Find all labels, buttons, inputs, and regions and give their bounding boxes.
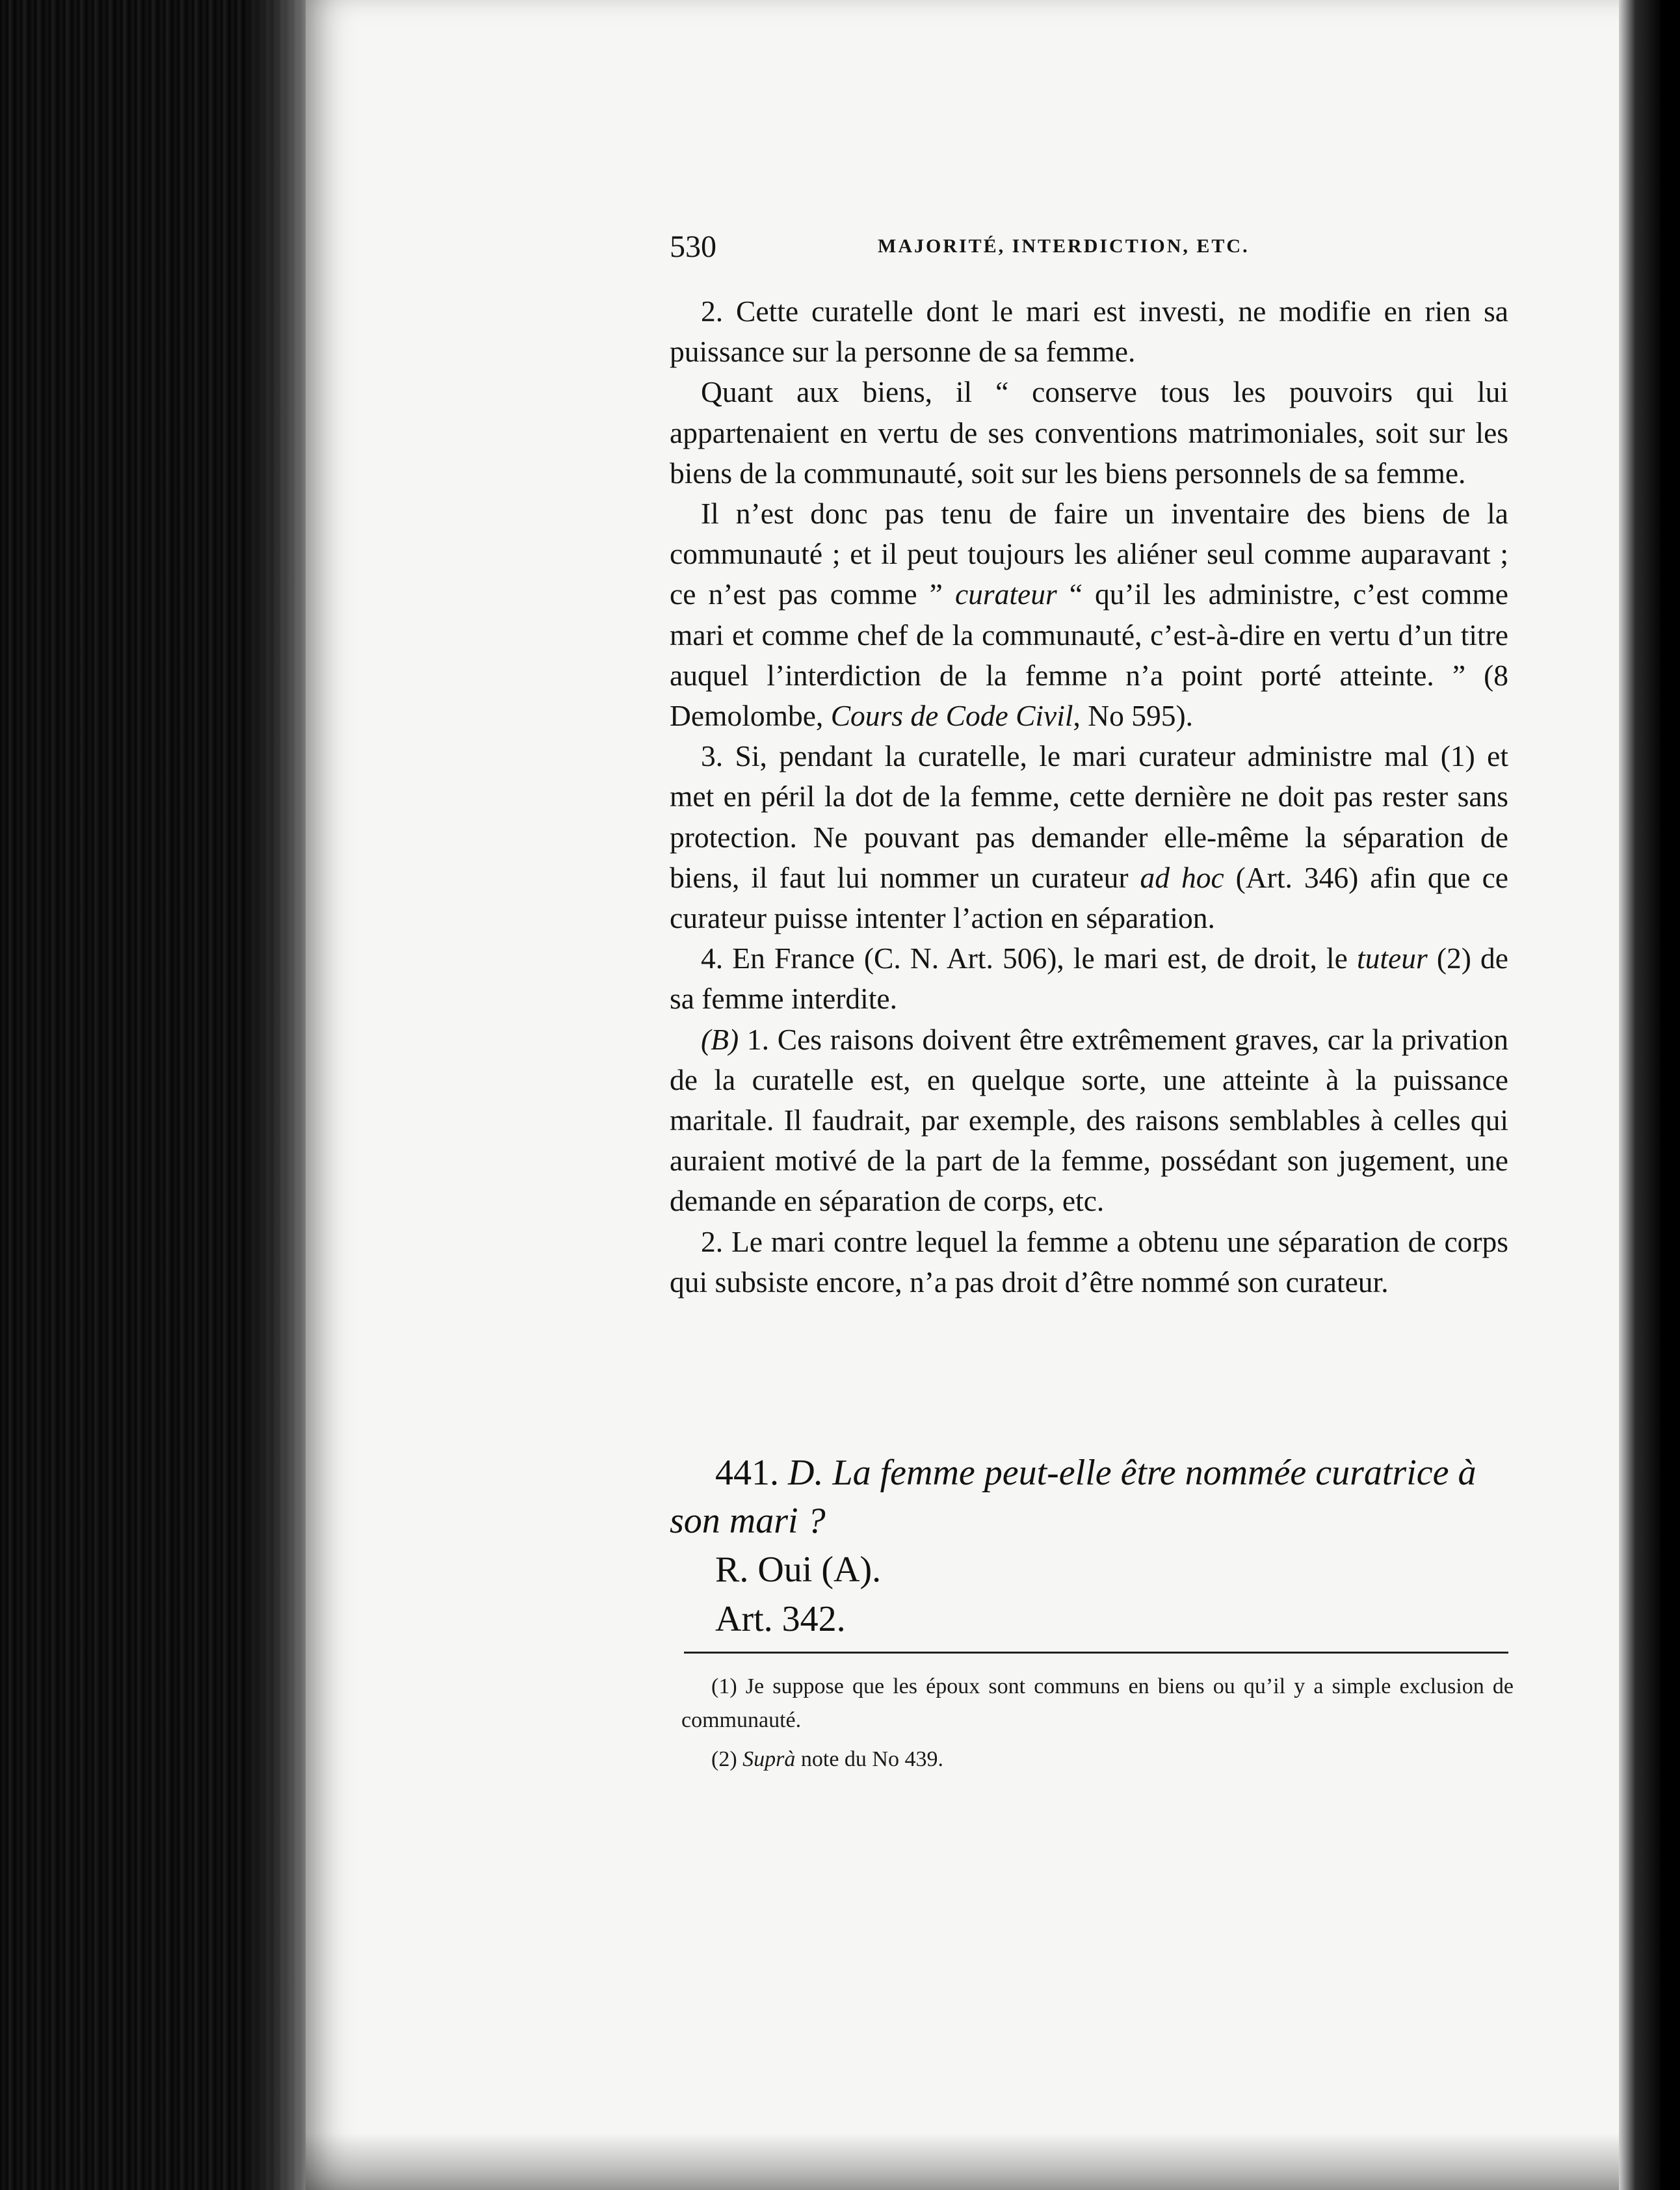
paragraph-1: 2. Cette curatelle dont le mari est investi, ne modifie en rien sa puissance sur la personne de sa femme. (670, 295, 1508, 369)
paragraph-6 (670, 1020, 1508, 1222)
paragraph-7: 2. Le mari contre lequel la femme a obtenu une séparation de corps qui subsiste encore, n’a pas droit d’être nommé son curateur. (670, 1224, 1508, 1299)
page-shadow (306, 2133, 1632, 2190)
question-text: D. La femme peut-elle être nommée curatrice à son mari ? (670, 1453, 1477, 1541)
p6-mark: (B) (701, 1022, 739, 1056)
p3-part-c: , No 595). (1073, 699, 1194, 733)
question-441 (670, 1449, 1508, 1644)
p3-curateur: curateur (954, 577, 1057, 611)
p3-part-a: Il n’est donc pas tenu de faire un inventaire des biens de la communauté ; et il peut toujours les aliéner seul comme auparavant ; ce n’est pas comme ” (670, 497, 1508, 611)
page-number: 530 (670, 230, 716, 264)
paragraph-4 (670, 736, 1508, 938)
page-header (670, 229, 1482, 274)
footnote-2-mark: (2) (711, 1747, 743, 1771)
running-title: MAJORITÉ, INTERDICTION, ETC. (878, 235, 1250, 257)
footnote-rule (684, 1652, 1508, 1654)
body-text (670, 291, 1508, 1302)
article-ref: Art. 342. (715, 1599, 846, 1639)
footnote-1: (1) Je suppose que les époux sont communs en biens ou qu’il y a simple exclusion de communauté. (681, 1674, 1514, 1732)
right-border (1660, 0, 1680, 2190)
paragraph-2: Quant aux biens, il “ conserve tous les pouvoirs qui lui appartenaient en vertu de ses conventions matrimoniales, soit sur les biens de la communauté, soit sur les biens personnels de sa femme. (670, 375, 1508, 490)
paragraph-5 (670, 938, 1508, 1019)
spine-edge (247, 0, 306, 2190)
answer-line: R. Oui (A). (715, 1550, 882, 1590)
question-number: 441. (715, 1453, 779, 1493)
p4-adhoc: ad hoc (1140, 860, 1224, 894)
question-line (670, 1449, 1508, 1545)
footnotes (681, 1670, 1514, 1782)
p3-part-b: “ qu’il les administre, c’est comme mari et comme chef de la communauté, c’est-à-dire en vertu d’un titre auquel l’interdiction de la femme n’a point porté atteinte. ” (8 Demolombe, (670, 577, 1508, 733)
footnote-2-rest: note du No 439. (795, 1747, 943, 1771)
p4-part-a: 3. Si, pendant la curatelle, le mari curateur administre mal (1) et met en péril la dot de la femme, cette dernière ne doit pas rester sans protection. Ne pouvant pas demander elle-même la séparation de biens, il faut lui nommer un curateur (670, 739, 1508, 894)
p5-part-a: 4. En France (C. N. Art. 506), le mari est, de droit, le (701, 942, 1358, 975)
p3-cours: Cours de Code Civil (830, 699, 1073, 733)
page-fore-edge (1619, 0, 1660, 2190)
paragraph-3 (670, 494, 1508, 736)
p5-part-b: (2) de sa femme interdite. (670, 942, 1508, 1016)
footnote-2-supra: Suprà (742, 1747, 796, 1771)
p6-text: 1. Ces raisons doivent être extrêmement graves, car la privation de la curatelle est, en quelque sorte, une atteinte à la puissance maritale. Il faudrait, par exemple, des raisons semblables à celles qui auraient motivé de la part de la femme, possédant son jugement, une demande en séparation de corps, etc. (670, 1022, 1508, 1218)
footnote-2 (681, 1743, 1514, 1776)
p4-part-b: (Art. 346) afin que ce curateur puisse intenter l’action en séparation. (670, 860, 1508, 935)
p5-tuteur: tuteur (1357, 942, 1428, 975)
